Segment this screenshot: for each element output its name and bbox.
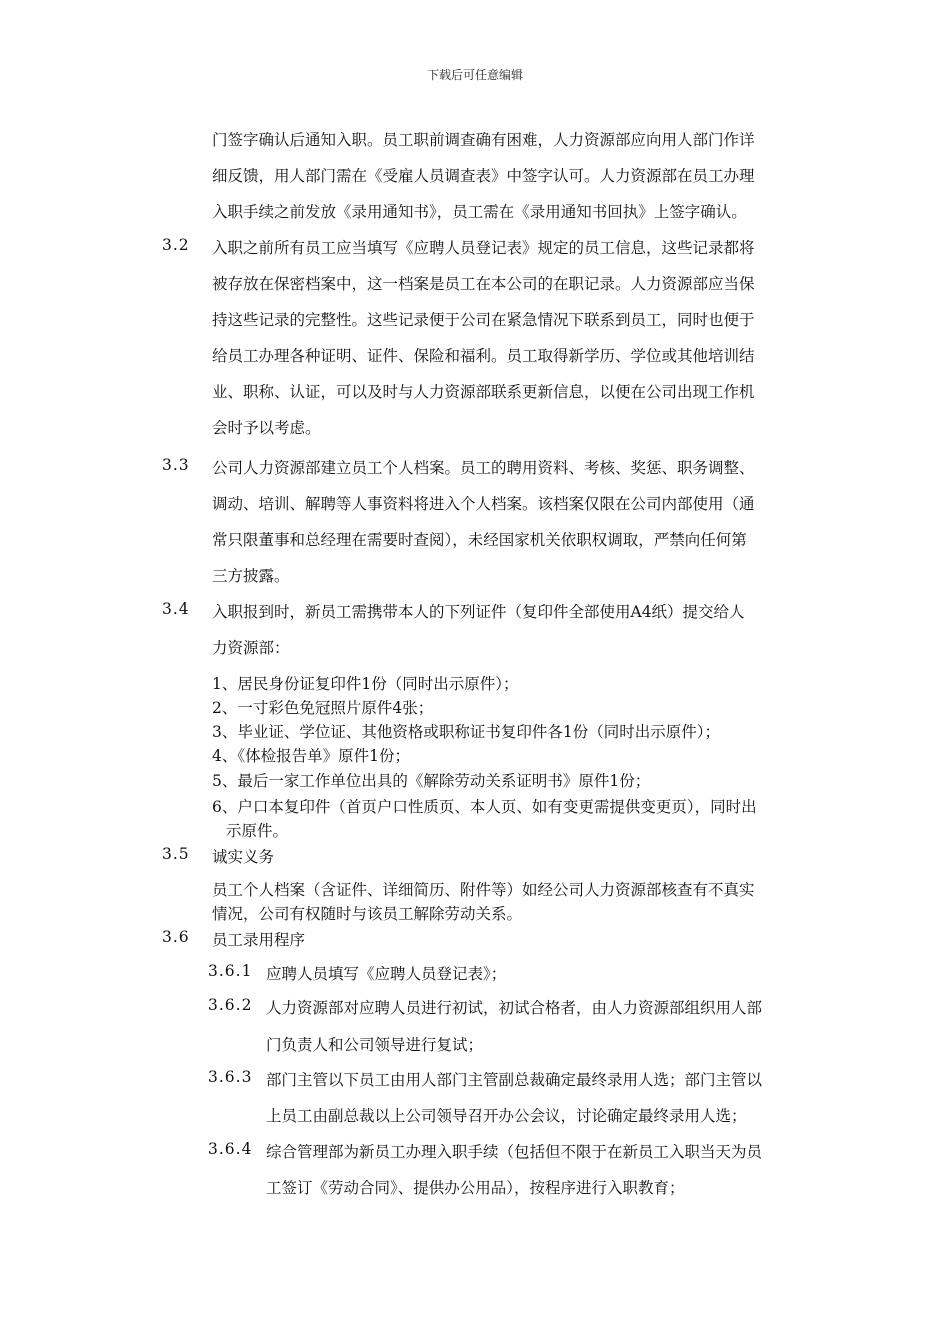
paragraph-line: 细反馈，用人部门需在《受雇人员调查表》中签字认可。人力资源部在员工办理 [212, 167, 755, 185]
paragraph-line: 业、职称、认证，可以及时与人力资源部联系更新信息，以便在公司出现工作机 [212, 383, 755, 401]
paragraph-line: 情况，公司有权随时与该员工解除劳动关系。 [212, 905, 523, 923]
list-item: 5、最后一家工作单位出具的《解除劳动关系证明书》原件1份； [212, 772, 651, 790]
paragraph-line: 上员工由副总裁以上公司领导召开办公会议，讨论确定最终录用人选； [266, 1107, 747, 1125]
paragraph-line: 给员工办理各种证明、证件、保险和福利。员工取得新学历、学位或其他培训结 [212, 347, 755, 365]
list-item: 6、户口本复印件（首页户口性质页、本人页、如有变更需提供变更页），同时出 [212, 798, 757, 816]
paragraph-line: 门负责人和公司领导进行复试； [266, 1036, 484, 1054]
paragraph-line: 被存放在保密档案中，这一档案是员工在本公司的在职记录。人力资源部应当保 [212, 275, 755, 293]
paragraph-line: 人力资源部对应聘人员进行初试，初试合格者，由人力资源部组织用人部 [266, 999, 763, 1017]
subsection-number: 3.6.3 [208, 1068, 253, 1086]
paragraph-line: 调动、培训、解聘等人事资料将进入个人档案。该档案仅限在公司内部使用（通 [212, 495, 755, 513]
section-number: 3.5 [162, 845, 190, 863]
list-item-continuation: 示原件。 [226, 822, 289, 840]
paragraph-line: 门签字确认后通知入职。员工职前调查确有困难，人力资源部应向用人部门作详 [212, 131, 755, 149]
section-title: 员工录用程序 [212, 931, 306, 949]
section-number: 3.2 [162, 236, 190, 254]
paragraph-line: 入职报到时，新员工需携带本人的下列证件（复印件全部使用A4纸）提交给人 [212, 603, 745, 621]
section-title: 诚实义务 [212, 848, 275, 866]
subsection-number: 3.6.2 [208, 996, 253, 1014]
list-item: 3、毕业证、学位证、其他资格或职称证书复印件各1份（同时出示原件）； [212, 723, 720, 741]
paragraph-line: 公司人力资源部建立员工个人档案。员工的聘用资料、考核、奖惩、职务调整、 [212, 459, 755, 477]
paragraph-line: 员工个人档案（含证件、详细简历、附件等）如经公司人力资源部核查有不真实 [212, 881, 755, 899]
paragraph-line: 应聘人员填写《应聘人员登记表》； [266, 965, 507, 983]
section-number: 3.6 [162, 928, 190, 946]
paragraph-line: 入职之前所有员工应当填写《应聘人员登记表》规定的员工信息，这些记录都将 [212, 239, 755, 257]
list-item: 1、居民身份证复印件1份（同时出示原件）； [212, 675, 519, 693]
paragraph-line: 持这些记录的完整性。这些记录便于公司在紧急情况下联系到员工，同时也便于 [212, 311, 755, 329]
subsection-number: 3.6.1 [208, 962, 253, 980]
list-item: 4、《体检报告单》原件1份； [212, 747, 410, 765]
page-header: 下载后可任意编辑 [426, 68, 523, 82]
section-number: 3.4 [162, 600, 190, 618]
paragraph-line: 三方披露。 [212, 567, 290, 585]
paragraph-line: 工签订《劳动合同》、提供办公用品），按程序进行入职教育； [266, 1179, 685, 1197]
paragraph-line: 会时予以考虑。 [212, 419, 321, 437]
paragraph-line: 常只限董事和总经理在需要时查阅），未经国家机关依职权调取，严禁向任何第 [212, 531, 747, 549]
paragraph-line: 力资源部： [212, 639, 290, 657]
paragraph-line: 部门主管以下员工由用人部门主管副总裁确定最终录用人选；部门主管以 [266, 1071, 763, 1089]
paragraph-line: 综合管理部为新员工办理入职手续（包括但不限于在新员工入职当天为员 [266, 1143, 763, 1161]
subsection-number: 3.6.4 [208, 1140, 253, 1158]
list-item: 2、一寸彩色免冠照片原件4张； [212, 699, 434, 717]
section-number: 3.3 [162, 456, 190, 474]
paragraph-line: 入职手续之前发放《录用通知书》，员工需在《录用通知书回执》上签字确认。 [212, 203, 747, 221]
